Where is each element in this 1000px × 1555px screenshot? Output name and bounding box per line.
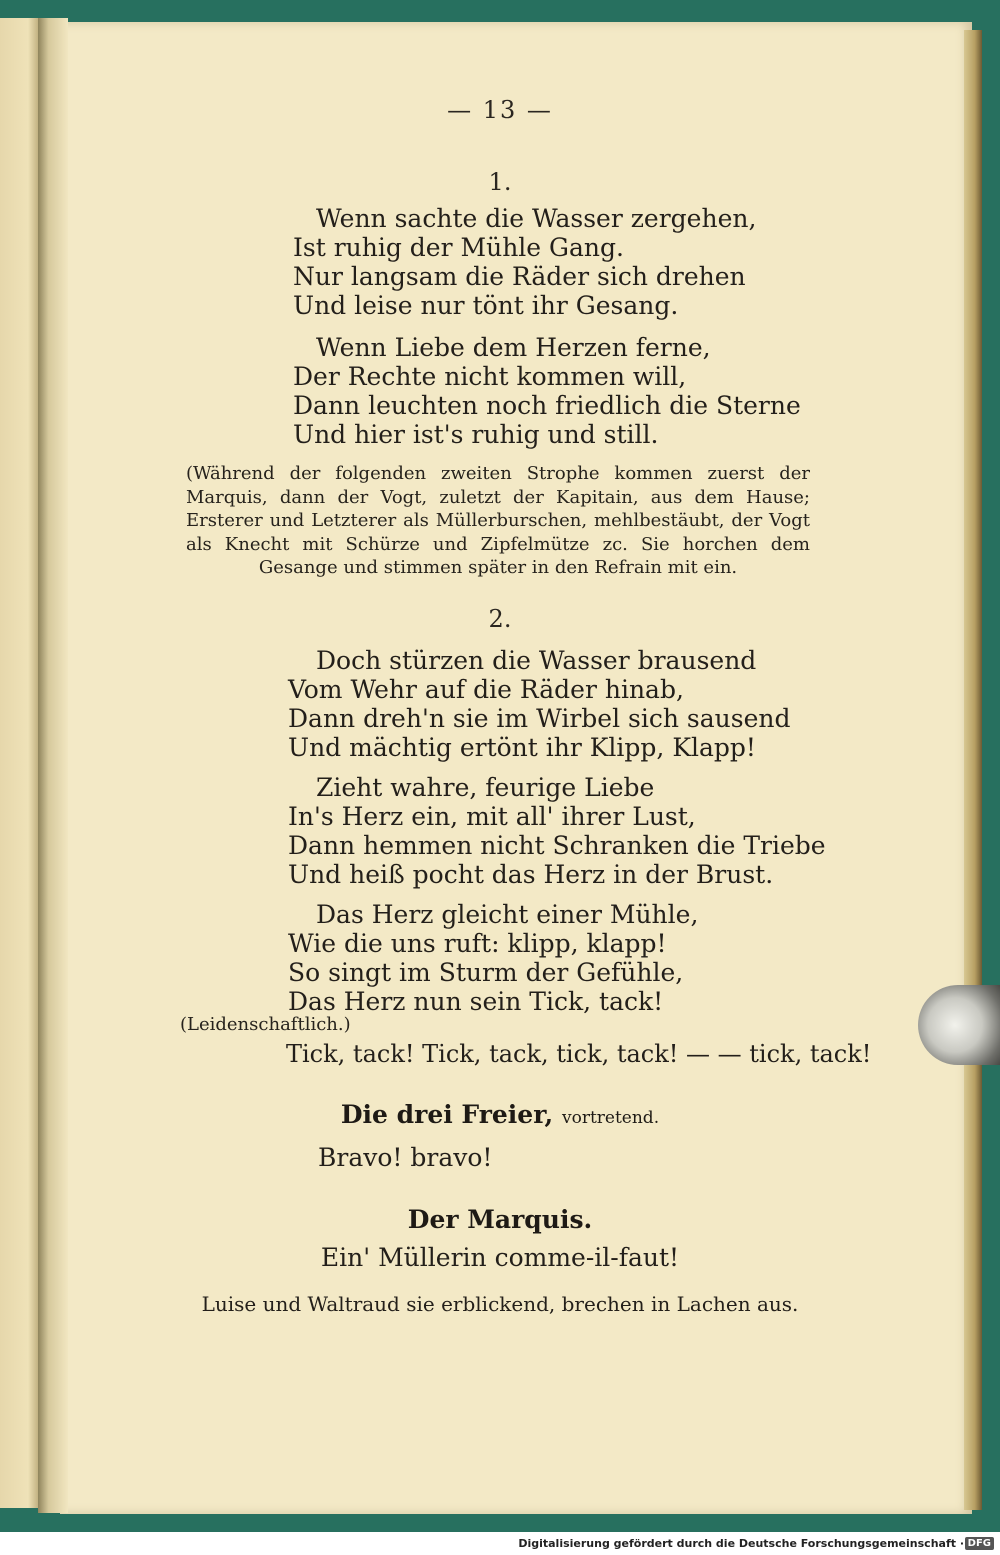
dfg-logo: DFG (965, 1537, 994, 1550)
verse-line: Das Herz gleicht einer Mühle, (316, 900, 699, 929)
verse-line: Und hier ist's ruhig und still. (293, 420, 659, 449)
verse-line: Das Herz nun sein Tick, tack! (288, 987, 664, 1016)
verse-line: Der Rechte nicht kommen will, (293, 362, 687, 391)
verse-line: Dann dreh'n sie im Wirbel sich sausend (288, 704, 791, 733)
stanza-2-number: 2. (488, 605, 512, 633)
spoken-line: Ein' Müllerin comme-il-faut! (320, 1243, 680, 1272)
verse-line: Doch stürzen die Wasser brausend (316, 646, 757, 675)
verse-line: Und mächtig ertönt ihr Klipp, Klapp! (288, 733, 756, 762)
verse-line: Und heiß pocht das Herz in der Brust. (288, 860, 774, 889)
verse-line: In's Herz ein, mit all' ihrer Lust, (288, 802, 696, 831)
verse-line: Dann leuchten noch friedlich die Sterne (293, 391, 801, 420)
speaker-heading (0, 1100, 1000, 1129)
verse-line: Wenn sachte die Wasser zergehen, (316, 204, 757, 233)
verse-line: Vom Wehr auf die Räder hinab, (288, 675, 684, 704)
verse-line: So singt im Sturm der Gefühle, (288, 958, 684, 987)
verse-line: Nur langsam die Räder sich drehen (293, 262, 746, 291)
stage-direction: (Während der folgenden zweiten Strophe kommen zuerst der Marquis, dann der Vogt, zuletzt der Kapitain, aus dem Hause; Ersterer und Letzterer als Müllerburschen, mehlbestäubt, der Vogt als Knecht mit Schürze und Zipfelmütze zc. Sie horchen dem Gesange und stimmen später in den Refrain mit ein. (186, 463, 810, 578)
stanza-1-number: 1. (488, 168, 512, 196)
refrain-line: Tick, tack! Tick, tack, tick, tack! — — tick, tack! (286, 1040, 872, 1068)
verse-line: Zieht wahre, feurige Liebe (316, 773, 655, 802)
facing-page-edge (0, 18, 40, 1508)
speaker-direction: vortretend. (561, 1108, 660, 1128)
book-gutter (38, 18, 68, 1513)
speaker-heading: Der Marquis. (407, 1205, 593, 1234)
verse-line: Wenn Liebe dem Herzen ferne, (316, 333, 711, 362)
funding-credit: Digitalisierung gefördert durch die Deutsche Forschungsgemeinschaft · (518, 1537, 964, 1550)
page-stack-edge (964, 30, 982, 1510)
stage-direction-final: Luise und Waltraud sie erblickend, brechen in Lachen aus. (201, 1292, 799, 1316)
verse-line: Und leise nur tönt ihr Gesang. (293, 291, 679, 320)
speaker-name: Die drei Freier, (340, 1100, 554, 1129)
spoken-line: Bravo! bravo! (318, 1143, 493, 1172)
parenthetical-direction: (Leidenschaftlich.) (180, 1014, 351, 1035)
page-number: — 13 — (447, 96, 553, 124)
verse-line: Ist ruhig der Mühle Gang. (293, 233, 624, 262)
verse-line: Dann hemmen nicht Schranken die Triebe (288, 831, 826, 860)
verse-line: Wie die uns ruft: klipp, klapp! (288, 929, 667, 958)
page-clip (918, 985, 1000, 1065)
